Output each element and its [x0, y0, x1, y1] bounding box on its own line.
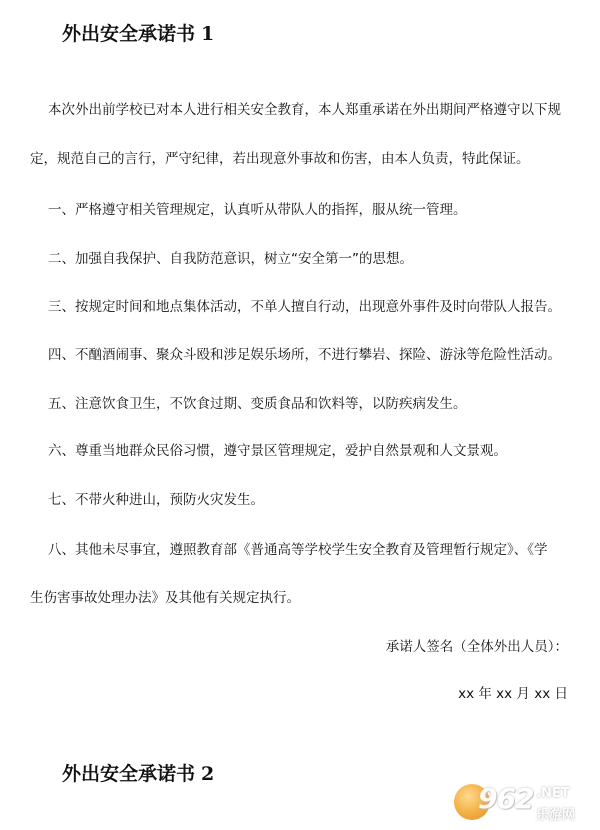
section-1-title — [62, 22, 214, 46]
site-watermark — [452, 780, 592, 826]
intro-line-1: 本次外出前学校已对本人进行相关安全教育，本人郑重承诺在外出期间严格遵守以下规 — [48, 102, 561, 118]
section-1-title-text: 外出安全承诺书 — [62, 23, 196, 45]
watermark-domain: .NET — [536, 786, 570, 801]
section-2-title — [62, 762, 214, 786]
intro-line-2: 定，规范自己的言行，严守纪律，若出现意外事故和伤害，由本人负责，特此保证。 — [30, 151, 530, 167]
section-2-title-number: 2 — [201, 763, 215, 785]
rule-item-8-line-1: 八、其他未尽事宜，遵照教育部《普通高等学校学生安全教育及管理暂行规定》、《学 — [48, 542, 548, 558]
watermark-number: 962 — [478, 782, 534, 815]
rule-item-8-line-2: 生伤害事故处理办法》及其他有关规定执行。 — [30, 590, 300, 606]
rule-item-1: 一、严格遵守相关管理规定，认真听从带队人的指挥，服从统一管理。 — [48, 202, 467, 218]
signature-line: 承诺人签名（全体外出人员）： — [385, 639, 568, 655]
rule-item-6: 六、尊重当地群众民俗习惯，遵守景区管理规定，爱护自然景观和人文景观。 — [48, 443, 507, 459]
rule-item-7: 七、不带火种进山，预防火灾发生。 — [48, 492, 264, 508]
section-2-title-text: 外出安全承诺书 — [62, 763, 196, 785]
rule-item-3: 三、按规定时间和地点集体活动，不单人擅自行动，出现意外事件及时向带队人报告。 — [48, 299, 561, 315]
date-line: xx 年 xx 月 xx 日 — [458, 686, 568, 702]
rule-item-5: 五、注意饮食卫生，不饮食过期、变质食品和饮料等，以防疾病发生。 — [48, 396, 467, 412]
watermark-site-name: 乐游网 — [536, 808, 576, 823]
rule-item-2: 二、加强自我保护、自我防范意识，树立“安全第一”的思想。 — [48, 251, 413, 267]
section-1-title-number: 1 — [201, 23, 215, 45]
rule-item-4: 四、不酗酒闹事、聚众斗殴和涉足娱乐场所，不进行攀岩、探险、游泳等危险性活动。 — [48, 347, 561, 363]
